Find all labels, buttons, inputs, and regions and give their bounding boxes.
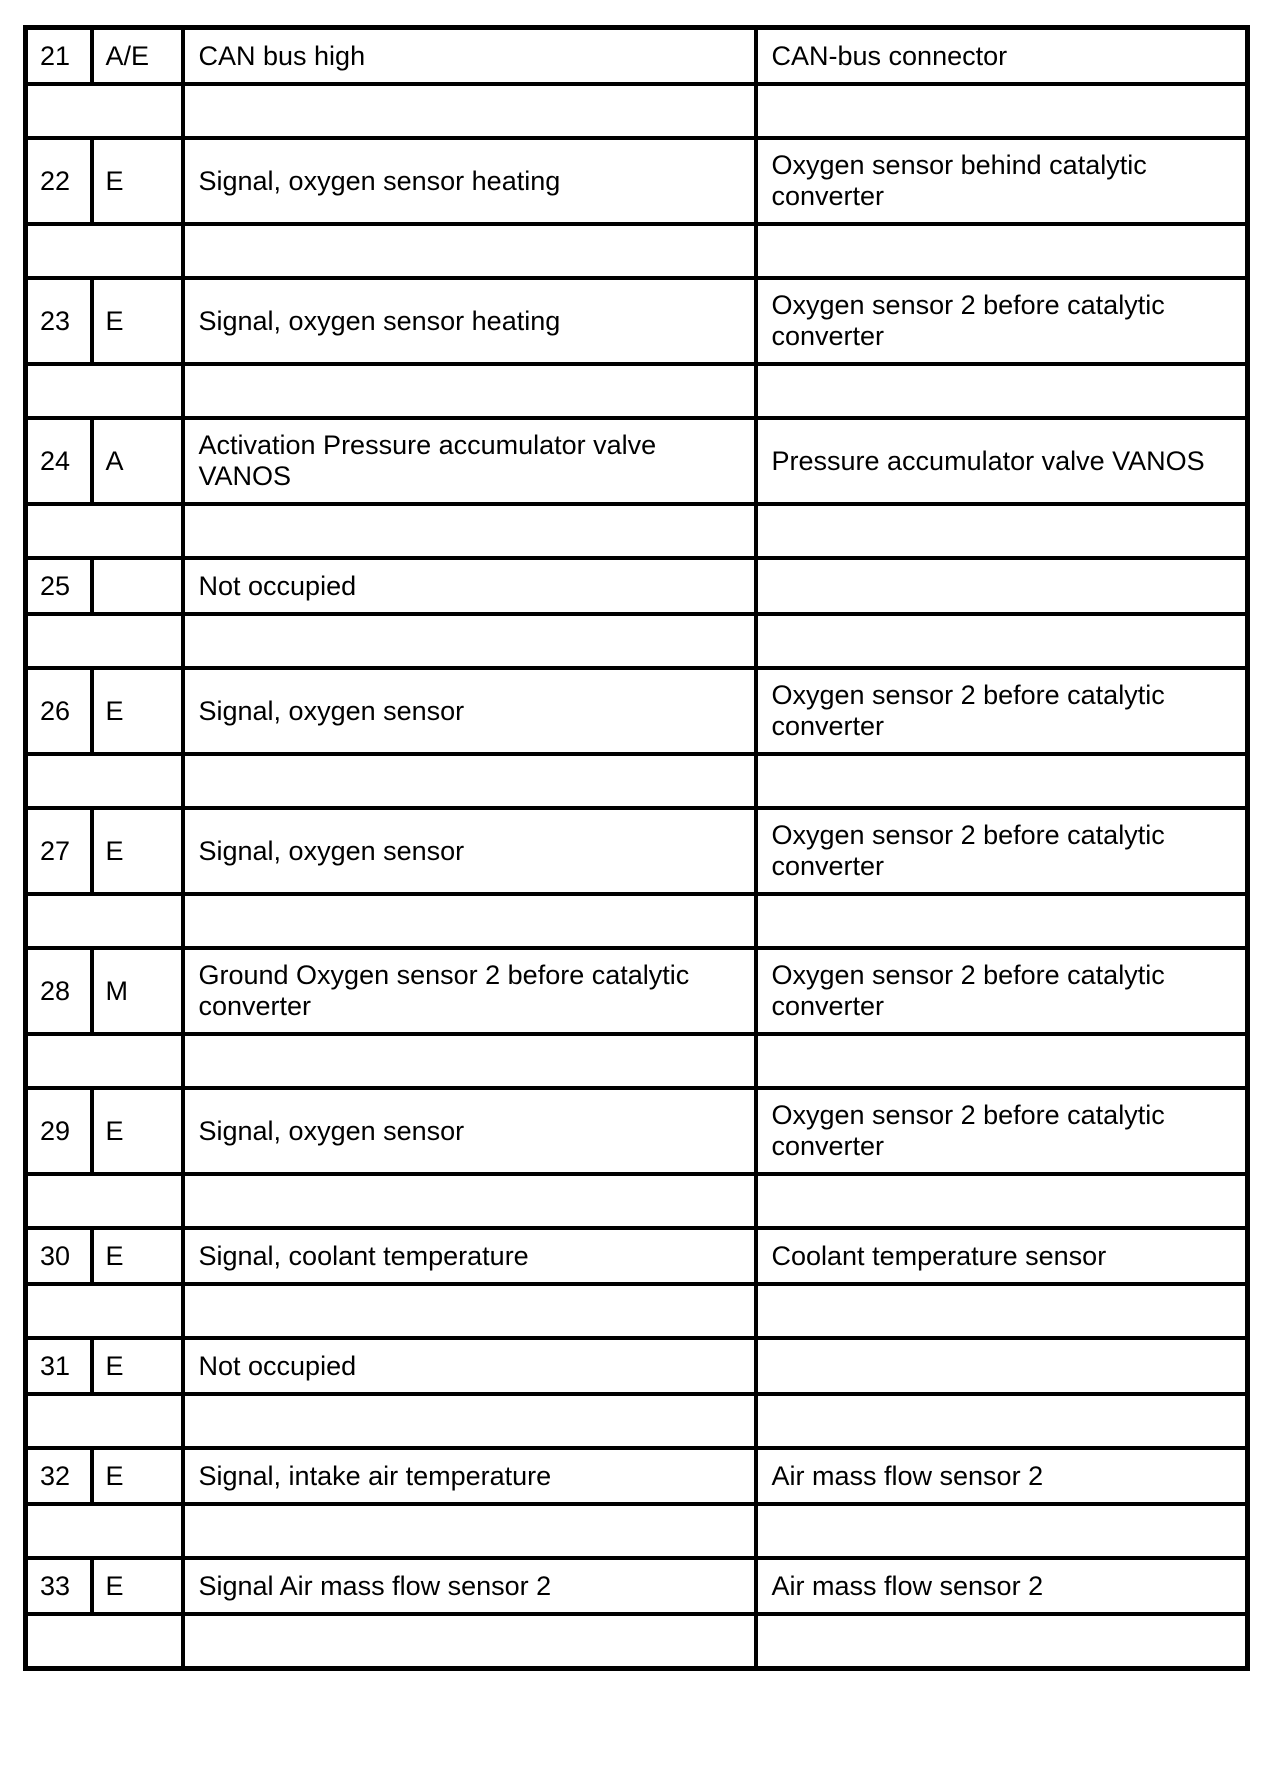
- signal-description: Signal, oxygen sensor: [183, 668, 756, 754]
- table-row: [26, 1558, 1248, 1614]
- table-row: [26, 418, 1248, 504]
- pin-number: 33: [26, 1558, 92, 1614]
- signal-type: E: [92, 808, 183, 894]
- connected-component: CAN-bus connector: [756, 28, 1248, 85]
- signal-description: Signal, oxygen sensor: [183, 808, 756, 894]
- pin-number: 26: [26, 668, 92, 754]
- connected-component: Oxygen sensor 2 before catalytic converter: [756, 1088, 1248, 1174]
- connected-component: Air mass flow sensor 2: [756, 1448, 1248, 1504]
- pin-number: 30: [26, 1228, 92, 1284]
- pin-number: 24: [26, 418, 92, 504]
- table-row: [26, 138, 1248, 224]
- pin-number: 22: [26, 138, 92, 224]
- signal-description: Signal Air mass flow sensor 2: [183, 1558, 756, 1614]
- pin-number: 31: [26, 1338, 92, 1394]
- signal-description: Activation Pressure accumulator valve VANOS: [183, 418, 756, 504]
- table-row: [26, 1228, 1248, 1284]
- pin-number: 23: [26, 278, 92, 364]
- spacer-row: [26, 364, 1248, 418]
- signal-type: E: [92, 1448, 183, 1504]
- signal-type: E: [92, 138, 183, 224]
- spacer-row: [26, 894, 1248, 948]
- connected-component: Oxygen sensor 2 before catalytic converter: [756, 808, 1248, 894]
- signal-type: A: [92, 418, 183, 504]
- table-row: [26, 1338, 1248, 1394]
- signal-type: E: [92, 1558, 183, 1614]
- signal-description: CAN bus high: [183, 28, 756, 85]
- table-row: [26, 28, 1248, 85]
- spacer-row: [26, 1174, 1248, 1228]
- spacer-row: [26, 614, 1248, 668]
- spacer-row: [26, 1504, 1248, 1558]
- signal-type: [92, 558, 183, 614]
- signal-type: A/E: [92, 28, 183, 85]
- signal-description: Signal, intake air temperature: [183, 1448, 756, 1504]
- connected-component: Oxygen sensor 2 before catalytic converter: [756, 948, 1248, 1034]
- spacer-row: [26, 1394, 1248, 1448]
- table-row: [26, 1448, 1248, 1504]
- signal-description: Not occupied: [183, 558, 756, 614]
- signal-type: E: [92, 278, 183, 364]
- signal-type: E: [92, 1088, 183, 1174]
- spacer-row: [26, 504, 1248, 558]
- signal-description: Signal, oxygen sensor heating: [183, 138, 756, 224]
- table-row: [26, 948, 1248, 1034]
- connected-component: Coolant temperature sensor: [756, 1228, 1248, 1284]
- pin-number: 28: [26, 948, 92, 1034]
- signal-description: Not occupied: [183, 1338, 756, 1394]
- table-row: [26, 668, 1248, 754]
- signal-type: E: [92, 668, 183, 754]
- spacer-row: [26, 1034, 1248, 1088]
- spacer-row: [26, 1284, 1248, 1338]
- signal-description: Ground Oxygen sensor 2 before catalytic converter: [183, 948, 756, 1034]
- pin-assignment-table: [23, 25, 1250, 1671]
- pin-number: 32: [26, 1448, 92, 1504]
- signal-type: E: [92, 1338, 183, 1394]
- signal-description: Signal, oxygen sensor heating: [183, 278, 756, 364]
- table-row: [26, 278, 1248, 364]
- pin-number: 29: [26, 1088, 92, 1174]
- table-row: [26, 1088, 1248, 1174]
- pin-number: 25: [26, 558, 92, 614]
- signal-description: Signal, coolant temperature: [183, 1228, 756, 1284]
- connected-component: Oxygen sensor behind catalytic converter: [756, 138, 1248, 224]
- spacer-row: [26, 754, 1248, 808]
- spacer-row: [26, 224, 1248, 278]
- spacer-row: [26, 84, 1248, 138]
- signal-type: E: [92, 1228, 183, 1284]
- spacer-row: [26, 1614, 1248, 1669]
- pin-number: 27: [26, 808, 92, 894]
- table-row: [26, 808, 1248, 894]
- pin-number: 21: [26, 28, 92, 85]
- signal-description: Signal, oxygen sensor: [183, 1088, 756, 1174]
- connected-component: Pressure accumulator valve VANOS: [756, 418, 1248, 504]
- connected-component: [756, 1338, 1248, 1394]
- table-row: [26, 558, 1248, 614]
- signal-type: M: [92, 948, 183, 1034]
- connected-component: Air mass flow sensor 2: [756, 1558, 1248, 1614]
- connected-component: Oxygen sensor 2 before catalytic converter: [756, 668, 1248, 754]
- connected-component: [756, 558, 1248, 614]
- connected-component: Oxygen sensor 2 before catalytic converter: [756, 278, 1248, 364]
